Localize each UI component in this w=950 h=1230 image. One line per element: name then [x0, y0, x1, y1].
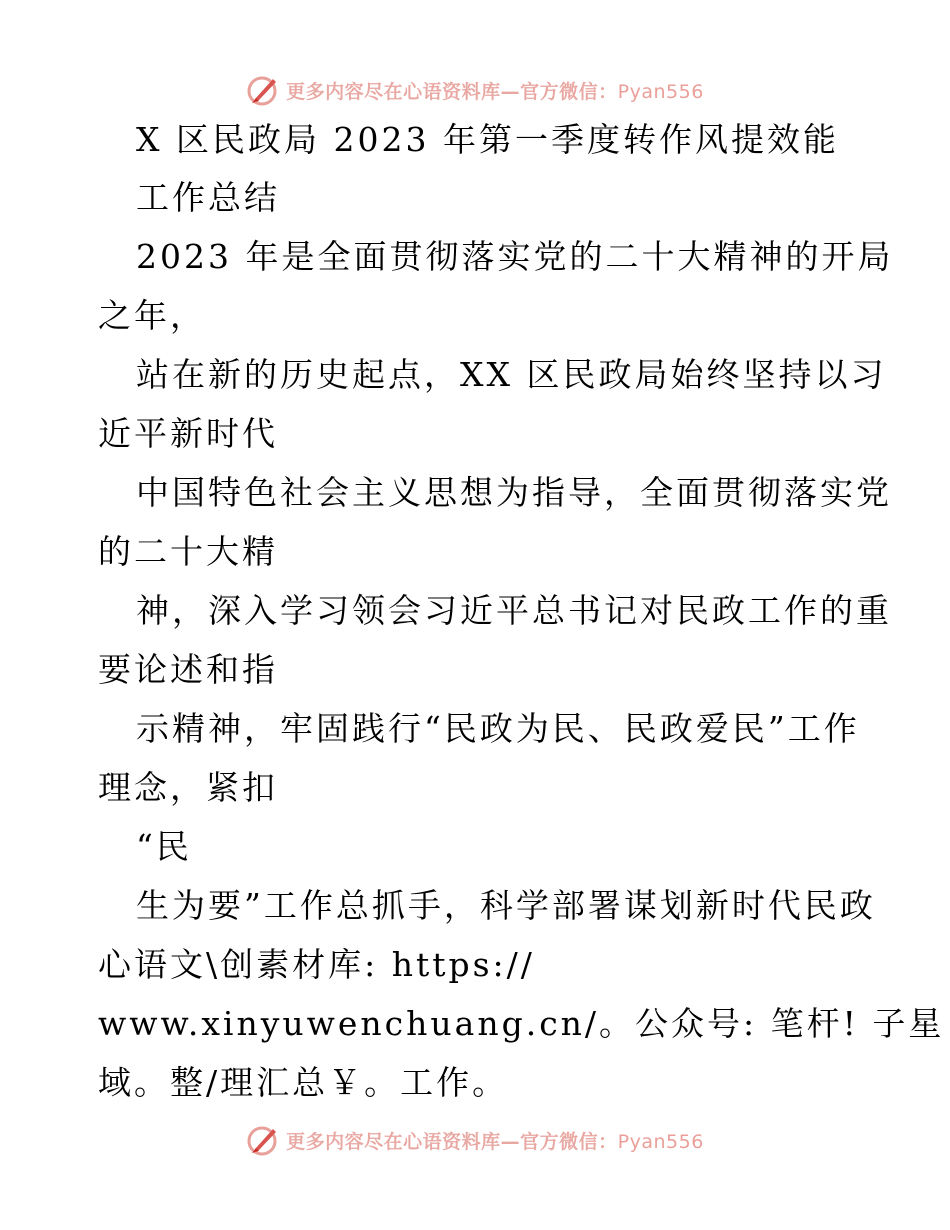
paragraph-line: “民	[136, 827, 192, 866]
footer-watermark	[0, 1120, 950, 1160]
watermark-label: 更多内容尽在心语资料库—官方微信：	[286, 80, 618, 103]
paragraph-line: 示精神，牢固践行“民政为民、民政爱民”工作	[136, 709, 860, 748]
paragraph-line: 站在新的历史起点，XX 区民政局始终坚持以习	[136, 355, 887, 394]
paragraph-line: 近平新时代	[98, 414, 278, 453]
watermark-group	[246, 73, 704, 107]
watermark-text	[286, 77, 704, 104]
paragraph-line: 2023 年是全面贯彻落实党的二十大精神的开局	[136, 237, 894, 276]
paragraph-line: 理念，紧扣	[98, 768, 278, 807]
paragraph-line: 的二十大精	[98, 532, 278, 571]
watermark-text	[286, 1127, 704, 1154]
title-line-2: 工作总结	[136, 178, 280, 217]
watermark-wechat-id: Pyan556	[617, 80, 704, 103]
header-watermark	[0, 70, 950, 110]
paragraph-line: 中国特色社会主义思想为指导，全面贯彻落实党	[136, 473, 892, 512]
watermark-group	[246, 1123, 704, 1157]
source-note-line: www.xinyuwenchuang.cn/。公众号: 笔杆! 子星	[98, 1004, 945, 1043]
watermark-wechat-id: Pyan556	[617, 1130, 704, 1153]
paragraph-line: 之年，	[98, 296, 206, 335]
paragraph-line: 神，深入学习领会习近平总书记对民政工作的重	[136, 591, 892, 630]
paragraph-line: 要论述和指	[98, 650, 278, 689]
title-line-1: X 区民政局 2023 年第一季度转作风提效能	[136, 120, 839, 159]
source-note-line: 心语文\创素材库: https://	[98, 945, 535, 984]
source-note-line: 域。整/理汇总￥。工作。	[98, 1063, 509, 1102]
watermark-label: 更多内容尽在心语资料库—官方微信：	[286, 1130, 618, 1153]
paragraph-line: 生为要”工作总抓手，科学部署谋划新时代民政	[136, 886, 876, 925]
quill-pen-icon	[246, 73, 280, 107]
quill-pen-icon	[246, 1123, 280, 1157]
